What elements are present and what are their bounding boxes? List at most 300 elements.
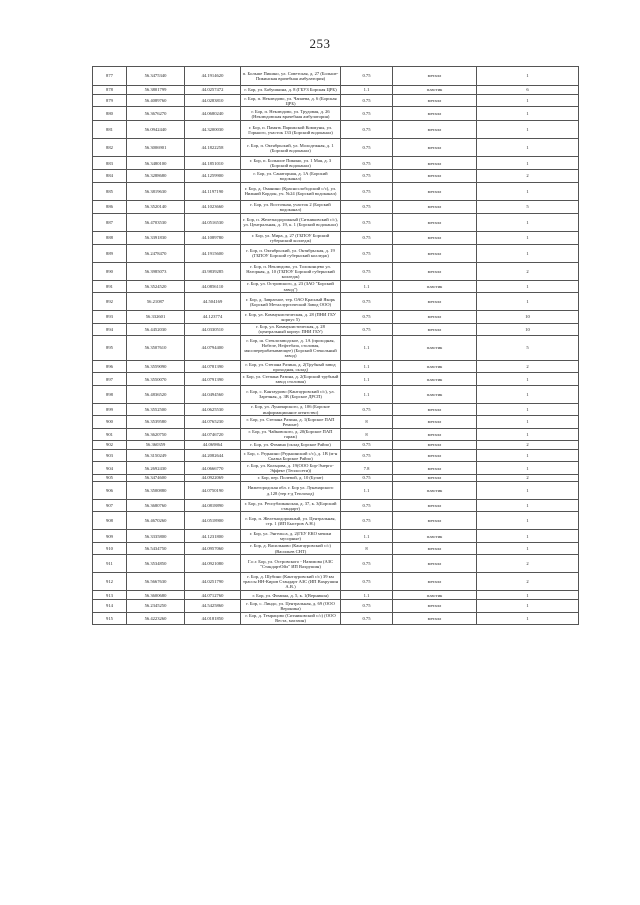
address-cell: г. Бор, ул. Островского, д. 23 (ЗАО "Борский завод") xyxy=(241,280,341,292)
address-cell: г. Бор, пер. Полевой, д. 10 (Булат) xyxy=(241,474,341,481)
row-number: 900 xyxy=(93,416,127,428)
container-material-cell: металл xyxy=(393,542,477,554)
address-cell: г. Бор, д. Шубино (Кантауровский с/с) 39 км трассы НН-Киров Стандарт АЗС (ИП Вахрушин А.В.) xyxy=(241,573,341,591)
row-number: 891 xyxy=(93,280,127,292)
latitude-cell: 56.3985073 xyxy=(127,262,185,280)
longitude-cell: 44.0794400 xyxy=(185,336,241,361)
latitude-cell: 56.3150249 xyxy=(127,450,185,462)
latitude-cell: 56.3520140 xyxy=(127,200,185,213)
table-row xyxy=(93,450,579,462)
table-row xyxy=(93,361,579,373)
table-row xyxy=(93,200,579,213)
container-material-cell: металл xyxy=(393,416,477,428)
address-cell: г. Бор, д. Васильково (Кантауровский с/с) (Васильев СНТ) xyxy=(241,542,341,554)
table-row xyxy=(93,482,579,500)
container-material-cell: металл xyxy=(393,244,477,262)
container-count-cell: 2 xyxy=(477,573,579,591)
table-row xyxy=(93,416,579,428)
row-number: 881 xyxy=(93,121,127,139)
address-cell: г. Бор, ул. Бабушкина, д. 8 (ГБУЗ Борская ЦРБ) xyxy=(241,86,341,95)
latitude-cell: 56.2478470 xyxy=(127,244,185,262)
latitude-cell: 56.3507610 xyxy=(127,336,185,361)
row-number: 882 xyxy=(93,139,127,157)
container-volume-cell: 0.75 xyxy=(341,573,393,591)
container-material-cell: металл xyxy=(393,600,477,612)
container-material-cell: пластик xyxy=(393,482,477,500)
container-volume-cell: 0.75 xyxy=(341,474,393,481)
container-site-registry-table xyxy=(92,66,579,625)
container-volume-cell: 0.75 xyxy=(341,182,393,200)
row-number: 888 xyxy=(93,231,127,244)
address-cell: г. Бор, ул. Степана Разина, д. 2(Трубный завод проходная, склад) xyxy=(241,361,341,373)
container-volume-cell: 1.1 xyxy=(341,86,393,95)
container-material-cell: металл xyxy=(393,231,477,244)
container-count-cell: 1 xyxy=(477,482,579,500)
row-number: 907 xyxy=(93,500,127,512)
longitude-cell: 44.1915600 xyxy=(185,244,241,262)
longitude-cell: 44.504169 xyxy=(185,293,241,311)
latitude-cell: 56.360359 xyxy=(127,441,185,450)
container-material-cell: металл xyxy=(393,213,477,231)
longitude-cell: 44.0781390 xyxy=(185,361,241,373)
container-material-cell: металл xyxy=(393,323,477,335)
table-row xyxy=(93,67,579,86)
container-material-cell: металл xyxy=(393,121,477,139)
address-cell: г. Бор, д. Темрацово (Ситниковский с/с) (ООО Веста, магазин) xyxy=(241,612,341,624)
address-cell: г. Бор, ул. Луначарского, д. 106 (Борское информационное агентство) xyxy=(241,403,341,415)
table-row xyxy=(93,336,579,361)
longitude-cell: 44.0257472 xyxy=(185,86,241,95)
container-material-cell: пластик xyxy=(393,591,477,600)
longitude-cell: 44.0750190 xyxy=(185,482,241,500)
address-cell: Г.о.г. Бор, ул. Островского - Назимова (АЗС "СтандартОйл" ИП Вахрушин) xyxy=(241,555,341,573)
address-cell: г. Бор, ул. Энгельса, д. 2(ГБУ ЕКО мешки мусорные) xyxy=(241,530,341,542)
table-row xyxy=(93,385,579,403)
address-cell: Нижегородская обл. г. Бор ул. Луначарского д.128 (тер з-д Теплоход) xyxy=(241,482,341,500)
address-cell: г. Бор, ул. Степана Разина, д. 1(Борское ПАП Ремонт) xyxy=(241,416,341,428)
longitude-cell: 44.0666770 xyxy=(185,462,241,474)
container-count-cell: 1 xyxy=(477,67,579,86)
container-count-cell: 5 xyxy=(477,336,579,361)
container-material-cell: металл xyxy=(393,450,477,462)
row-number: 895 xyxy=(93,336,127,361)
row-number: 904 xyxy=(93,462,127,474)
longitude-cell: 44.0516530 xyxy=(185,213,241,231)
container-count-cell: 1 xyxy=(477,600,579,612)
container-count-cell: 5 xyxy=(477,200,579,213)
container-material-cell: металл xyxy=(393,157,477,169)
latitude-cell: 56.3534850 xyxy=(127,555,185,573)
container-material-cell: металл xyxy=(393,403,477,415)
table-row xyxy=(93,373,579,385)
latitude-cell: 56.4703530 xyxy=(127,213,185,231)
container-material-cell: металл xyxy=(393,555,477,573)
address-cell: г. Бор, д. Оманино (Краснослободский с/с), ул. Нижний Кордон, уч. №24 (Борский водоканал) xyxy=(241,182,341,200)
container-volume-cell: 0.75 xyxy=(341,512,393,530)
longitude-cell: 44.0625530 xyxy=(185,403,241,415)
table-row xyxy=(93,95,579,107)
container-count-cell: 6 xyxy=(477,86,579,95)
container-count-cell: 1 xyxy=(477,293,579,311)
latitude-cell: 56.3620750 xyxy=(127,428,185,440)
address-cell: г. Бор, п. Железнодорожный, ул. Центральная, стр. 1 (ИП Быстров А.Н.) xyxy=(241,512,341,530)
registry-table-body xyxy=(93,67,579,625)
row-number: 880 xyxy=(93,107,127,121)
latitude-cell: 56.3288680 xyxy=(127,169,185,182)
table-row xyxy=(93,231,579,244)
address-cell: г. Бор, ул. Санаторная, д. 1А (Борский водоканал) xyxy=(241,169,341,182)
latitude-cell: 56.3500880 xyxy=(127,482,185,500)
address-cell: г. Бор, ул. Коммунистическая, д. 28 (ПНИ ГБУ корпус 5) xyxy=(241,311,341,323)
container-volume-cell: 0.75 xyxy=(341,262,393,280)
longitude-cell: 44.2082644 xyxy=(185,450,241,462)
table-row xyxy=(93,169,579,182)
address-cell: г. Бор, п. Октябрьский, ул. Молодежная, д. 1 (Борский водоканал) xyxy=(241,139,341,157)
latitude-cell: 56.5434750 xyxy=(127,542,185,554)
longitude-cell: 44.0283810 xyxy=(185,95,241,107)
address-cell: г. Бор, ул. Коммунистическая, д. 28 (центральный корпус ПНИ ГБУ) xyxy=(241,323,341,335)
container-volume-cell: 0.75 xyxy=(341,612,393,624)
container-count-cell: 1 xyxy=(477,373,579,385)
container-material-cell: пластик xyxy=(393,280,477,292)
table-row xyxy=(93,86,579,95)
container-material-cell: металл xyxy=(393,612,477,624)
container-volume-cell: 0.75 xyxy=(341,293,393,311)
row-number: 883 xyxy=(93,157,127,169)
table-row xyxy=(93,591,579,600)
longitude-cell: 44.1259900 xyxy=(185,169,241,182)
table-row xyxy=(93,555,579,573)
container-volume-cell: 1.1 xyxy=(341,336,393,361)
container-volume-cell: 0.75 xyxy=(341,450,393,462)
container-volume-cell: 0.75 xyxy=(341,441,393,450)
latitude-cell: 56.3550070 xyxy=(127,373,185,385)
address-cell: г. Бор, с. Редькино (Редькинский с/с), д. 1В (м-н Сказка Борское Райпо) xyxy=(241,450,341,462)
address-cell: г. Бор, д. Заврагное, тер. ОАО Красный Якорь (Борский Металлургический Завод ООО) xyxy=(241,293,341,311)
container-count-cell: 1 xyxy=(477,139,579,157)
container-volume-cell: 8 xyxy=(341,542,393,554)
row-number: 885 xyxy=(93,182,127,200)
latitude-cell: 56.3474600 xyxy=(127,474,185,481)
table-row xyxy=(93,182,579,200)
table-row xyxy=(93,512,579,530)
longitude-cell: 44.0921080 xyxy=(185,555,241,573)
container-volume-cell: 1.1 xyxy=(341,530,393,542)
container-volume-cell: 0.75 xyxy=(341,67,393,86)
table-row xyxy=(93,244,579,262)
longitude-cell: 44.0330510 xyxy=(185,323,241,335)
container-volume-cell: 0.75 xyxy=(341,107,393,121)
latitude-cell: 56.4089760 xyxy=(127,95,185,107)
container-volume-cell: 1.1 xyxy=(341,280,393,292)
longitude-cell: 44.1089780 xyxy=(185,231,241,244)
container-material-cell: металл xyxy=(393,107,477,121)
row-number: 877 xyxy=(93,67,127,86)
table-row xyxy=(93,441,579,450)
longitude-cell: 44.0712760 xyxy=(185,591,241,600)
container-material-cell: пластик xyxy=(393,385,477,403)
longitude-cell: 44.1023660 xyxy=(185,200,241,213)
container-count-cell: 1 xyxy=(477,450,579,462)
address-cell: г. Бор, п. Неклюдово, ул. Трудовая, д. 26 (Неклюдовская врачебная амбулатория) xyxy=(241,107,341,121)
longitude-cell: 44.0765230 xyxy=(185,416,241,428)
row-number: 911 xyxy=(93,555,127,573)
container-material-cell: металл xyxy=(393,573,477,591)
latitude-cell: 56.4670260 xyxy=(127,512,185,530)
longitude-cell: 44.3200030 xyxy=(185,121,241,139)
container-count-cell: 1 xyxy=(477,428,579,440)
longitude-cell: 44.123774 xyxy=(185,311,241,323)
container-count-cell: 1 xyxy=(477,403,579,415)
longitude-cell: 44.0518900 xyxy=(185,512,241,530)
page-number: 253 xyxy=(309,36,331,51)
latitude-cell: 56.3475340 xyxy=(127,67,185,86)
container-count-cell: 1 xyxy=(477,95,579,107)
row-number: 879 xyxy=(93,95,127,107)
address-cell: г. Бор, с. Кантаурово (Кантауровский с/с), ул. Заречная, д. 3В (Борское ДРСП) xyxy=(241,385,341,403)
container-count-cell: 1 xyxy=(477,182,579,200)
address-cell: г. Бор, ш. Стеклозаводское, д. 1А (проходная, Нобеле, Нефтебаза, столовая, мясоперерабатывающее) (Борский Стекольный завод) xyxy=(241,336,341,361)
address-cell: г. Бор, п. Неклюдово, ул. Толоконцево ул. Нагорная, д. 10 (ГБПОУ Борский губернский колледж) xyxy=(241,262,341,280)
container-count-cell: 1 xyxy=(477,416,579,428)
container-count-cell: 1 xyxy=(477,462,579,474)
latitude-cell: 56.4452030 xyxy=(127,323,185,335)
container-material-cell: металл xyxy=(393,512,477,530)
longitude-cell: 43.9839285 xyxy=(185,262,241,280)
table-row xyxy=(93,474,579,481)
longitude-cell: 44.0818890 xyxy=(185,500,241,512)
container-material-cell: пластик xyxy=(393,530,477,542)
table-row xyxy=(93,107,579,121)
container-material-cell: металл xyxy=(393,67,477,86)
container-volume-cell: 0.75 xyxy=(341,323,393,335)
container-volume-cell: 1.1 xyxy=(341,373,393,385)
container-volume-cell: 8 xyxy=(341,428,393,440)
container-volume-cell: 0.75 xyxy=(341,139,393,157)
longitude-cell: 44.0922069 xyxy=(185,474,241,481)
longitude-cell: 44.0494560 xyxy=(185,385,241,403)
container-volume-cell: 1.1 xyxy=(341,361,393,373)
row-number: 914 xyxy=(93,600,127,612)
container-material-cell: пластик xyxy=(393,373,477,385)
container-count-cell: 2 xyxy=(477,169,579,182)
container-count-cell: 1 xyxy=(477,157,579,169)
latitude-cell: 56.2692430 xyxy=(127,462,185,474)
latitude-cell: 56.0942440 xyxy=(127,121,185,139)
address-cell: г. Бор, п. Октябрьский, ул. Октябрьская, д. 19 (ГБПОУ Борский губернский колледж) xyxy=(241,244,341,262)
container-volume-cell: 0.75 xyxy=(341,600,393,612)
container-count-cell: 1 xyxy=(477,500,579,512)
container-count-cell: 2 xyxy=(477,555,579,573)
address-cell: г. Бор, п. Большое Пикино, ул. 1 Мая, д. 3 (Борский водоканал) xyxy=(241,157,341,169)
container-count-cell: 2 xyxy=(477,262,579,280)
table-row xyxy=(93,293,579,311)
address-cell: г. Бор, ул. Фомина (склад Борское Райпо) xyxy=(241,441,341,450)
container-count-cell: 1 xyxy=(477,280,579,292)
longitude-cell: 44.0791390 xyxy=(185,373,241,385)
row-number: 896 xyxy=(93,361,127,373)
latitude-cell: 56.21087 xyxy=(127,293,185,311)
container-count-cell: 2 xyxy=(477,361,579,373)
row-number: 915 xyxy=(93,612,127,624)
container-material-cell: металл xyxy=(393,262,477,280)
row-number: 905 xyxy=(93,474,127,481)
container-count-cell: 1 xyxy=(477,542,579,554)
container-volume-cell: 7.8 xyxy=(341,462,393,474)
container-volume-cell: 0.75 xyxy=(341,403,393,415)
address-cell: п. Больше Пикино, ул. Советская, д. 27 (Больше-Пикинская врачебная амбулатория) xyxy=(241,67,341,86)
row-number: 899 xyxy=(93,403,127,415)
address-cell: г. Бор, ул. Мира, д. 27 (ГБПОУ Борский губернский колледж) xyxy=(241,231,341,244)
latitude-cell: 56.3335800 xyxy=(127,530,185,542)
container-volume-cell: 0.75 xyxy=(341,311,393,323)
table-row xyxy=(93,542,579,554)
row-number: 901 xyxy=(93,428,127,440)
address-cell: г. Бор, ул. Чайковского, д. 20(Борское ПАП гараж) xyxy=(241,428,341,440)
container-volume-cell: 0.75 xyxy=(341,555,393,573)
latitude-cell: 56.3552500 xyxy=(127,403,185,415)
container-volume-cell: 1.1 xyxy=(341,591,393,600)
container-material-cell: металл xyxy=(393,311,477,323)
longitude-cell: 44.1914620 xyxy=(185,67,241,86)
longitude-cell: 44.0856110 xyxy=(185,280,241,292)
container-volume-cell: 0.75 xyxy=(341,200,393,213)
row-number: 910 xyxy=(93,542,127,554)
latitude-cell: 56.3801799 xyxy=(127,86,185,95)
table-row xyxy=(93,121,579,139)
container-volume-cell: 0.75 xyxy=(341,95,393,107)
latitude-cell: 56.3676270 xyxy=(127,107,185,121)
latitude-cell: 56.5667630 xyxy=(127,573,185,591)
row-number: 912 xyxy=(93,573,127,591)
latitude-cell: 56.3539580 xyxy=(127,416,185,428)
latitude-cell: 56.3819630 xyxy=(127,182,185,200)
address-cell: г. Бор, п. Железнодорожный (Ситниковский с/с), ул. Центральная, д. 19, к. 1 (Борский водоканал) xyxy=(241,213,341,231)
row-number: 894 xyxy=(93,323,127,335)
longitude-cell: 44.0251790 xyxy=(185,573,241,591)
latitude-cell: 56.3559090 xyxy=(127,361,185,373)
longitude-cell: 44.1231800 xyxy=(185,530,241,542)
latitude-cell: 56.3480100 xyxy=(127,157,185,169)
container-material-cell: металл xyxy=(393,169,477,182)
row-number: 889 xyxy=(93,244,127,262)
table-row xyxy=(93,500,579,512)
row-number: 886 xyxy=(93,200,127,213)
container-volume-cell: 0.75 xyxy=(341,244,393,262)
latitude-cell: 56.3600680 xyxy=(127,591,185,600)
row-number: 893 xyxy=(93,311,127,323)
container-count-cell: 10 xyxy=(477,323,579,335)
container-count-cell: 1 xyxy=(477,612,579,624)
container-material-cell: металл xyxy=(393,474,477,481)
address-cell: г. Бор, ул. Кольцова, д. 19(ООО Бор-Энерго-Эффект (Теплосети)) xyxy=(241,462,341,474)
row-number: 890 xyxy=(93,262,127,280)
latitude-cell: 56.3680760 xyxy=(127,500,185,512)
container-material-cell: металл xyxy=(393,182,477,200)
container-volume-cell: 0.75 xyxy=(341,121,393,139)
row-number: 903 xyxy=(93,450,127,462)
row-number: 884 xyxy=(93,169,127,182)
container-volume-cell: 0.75 xyxy=(341,157,393,169)
row-number: 897 xyxy=(93,373,127,385)
row-number: 906 xyxy=(93,482,127,500)
address-cell: г. Бор, ул. Степана Разина, д. 2(Борский трубный завод столовая) xyxy=(241,373,341,385)
table-row xyxy=(93,530,579,542)
container-material-cell: металл xyxy=(393,500,477,512)
longitude-cell: 44.0957060 xyxy=(185,542,241,554)
row-number: 878 xyxy=(93,86,127,95)
container-material-cell: металл xyxy=(393,428,477,440)
container-volume-cell: 1.1 xyxy=(341,482,393,500)
address-cell: г. Бор, ул. Республиканская, д. 37, к. 3(Борский стандарт) xyxy=(241,500,341,512)
longitude-cell: 44.1822258 xyxy=(185,139,241,157)
longitude-cell: 44.5425860 xyxy=(185,600,241,612)
address-cell: г. Бор, ул. Фомина, д. 5, к. 1(Верникон) xyxy=(241,591,341,600)
container-material-cell: металл xyxy=(393,441,477,450)
container-volume-cell: 1.1 xyxy=(341,385,393,403)
container-material-cell: металл xyxy=(393,139,477,157)
container-count-cell: 1 xyxy=(477,107,579,121)
container-volume-cell: 0.75 xyxy=(341,169,393,182)
container-count-cell: 10 xyxy=(477,311,579,323)
row-number: 887 xyxy=(93,213,127,231)
table-row xyxy=(93,280,579,292)
container-material-cell: металл xyxy=(393,200,477,213)
address-cell: г. Бор, с. Линдо, ул. Центральная, д. 69 (ООО Вероника) xyxy=(241,600,341,612)
container-count-cell: 1 xyxy=(477,231,579,244)
container-material-cell: пластик xyxy=(393,361,477,373)
table-row xyxy=(93,311,579,323)
container-material-cell: металл xyxy=(393,462,477,474)
container-material-cell: металл xyxy=(393,293,477,311)
longitude-cell: 44.0181850 xyxy=(185,612,241,624)
longitude-cell: 44.0746720 xyxy=(185,428,241,440)
container-material-cell: металл xyxy=(393,95,477,107)
table-row xyxy=(93,323,579,335)
table-row xyxy=(93,573,579,591)
longitude-cell: 44.069864 xyxy=(185,441,241,450)
latitude-cell: 56.332601 xyxy=(127,311,185,323)
row-number: 909 xyxy=(93,530,127,542)
table-row xyxy=(93,428,579,440)
container-volume-cell: 0.75 xyxy=(341,500,393,512)
row-number: 913 xyxy=(93,591,127,600)
container-count-cell: 2 xyxy=(477,474,579,481)
row-number: 908 xyxy=(93,512,127,530)
table-row xyxy=(93,213,579,231)
container-count-cell: 1 xyxy=(477,121,579,139)
address-cell: г. Бор, п. Неклюдово, ул. Чапаева, д. 6 (Борская ЦРБ) xyxy=(241,95,341,107)
container-count-cell: 1 xyxy=(477,591,579,600)
longitude-cell: 44.1197190 xyxy=(185,182,241,200)
longitude-cell: 44.0680240 xyxy=(185,107,241,121)
address-cell: г. Бор, п. Память Парижской Коммуны, ул. Горького, участок 133 (Борский водоканал) xyxy=(241,121,341,139)
container-volume-cell: 8 xyxy=(341,416,393,428)
latitude-cell: 56.3524520 xyxy=(127,280,185,292)
container-material-cell: пластик xyxy=(393,86,477,95)
container-volume-cell: 0.75 xyxy=(341,213,393,231)
latitude-cell: 56.4223260 xyxy=(127,612,185,624)
table-row xyxy=(93,403,579,415)
latitude-cell: 56.3006901 xyxy=(127,139,185,157)
container-count-cell: 2 xyxy=(477,441,579,450)
longitude-cell: 44.1851010 xyxy=(185,157,241,169)
row-number: 898 xyxy=(93,385,127,403)
container-material-cell: пластик xyxy=(393,336,477,361)
container-count-cell: 1 xyxy=(477,530,579,542)
address-cell: г. Бор, ул. Восточная, участок 2 (Борский водоканал) xyxy=(241,200,341,213)
latitude-cell: 56.2345250 xyxy=(127,600,185,612)
